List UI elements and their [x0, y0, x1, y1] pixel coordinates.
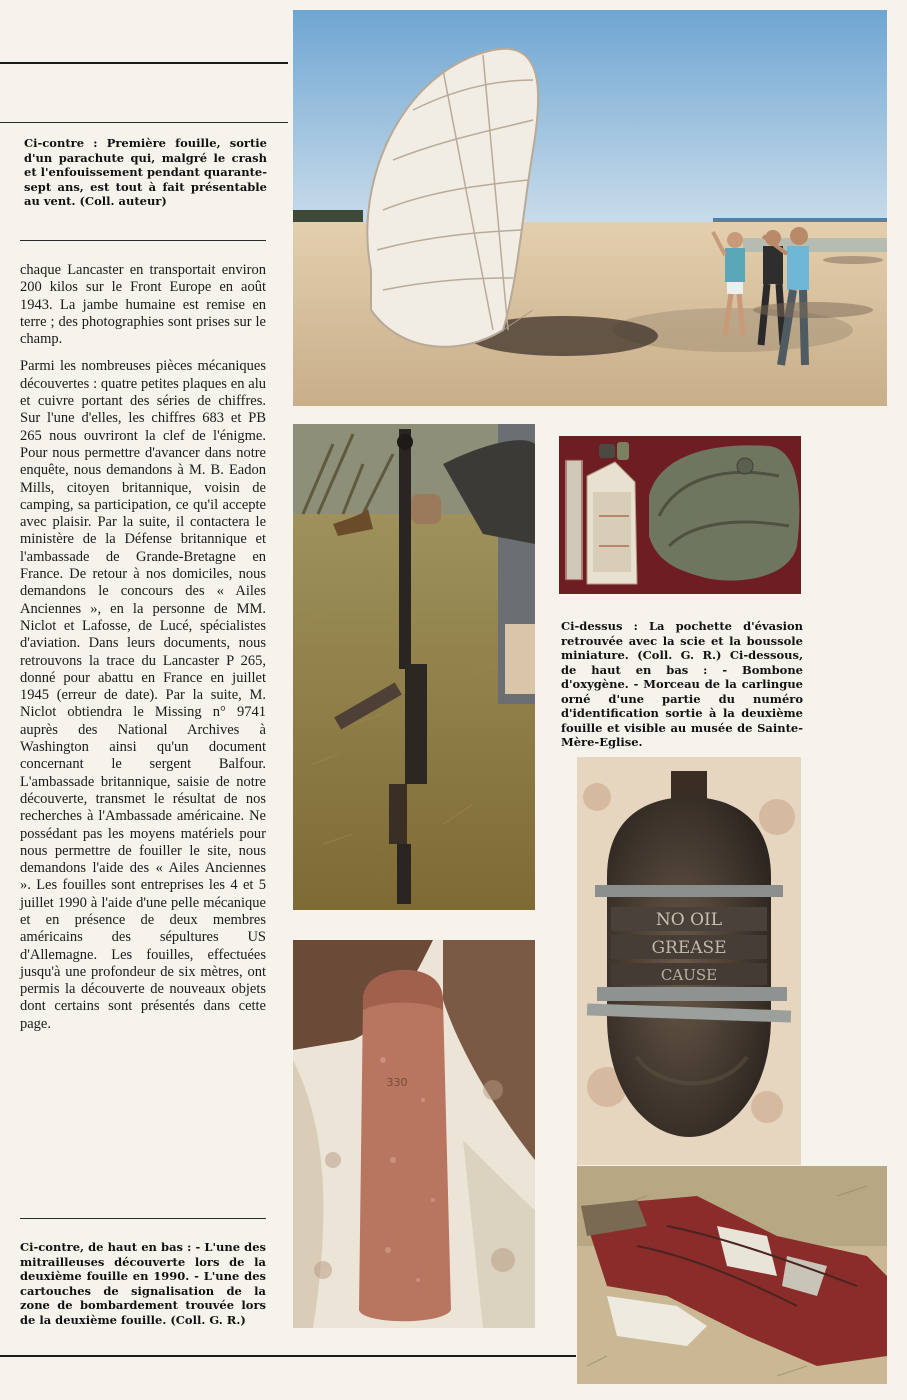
caption-machinegun-cartridge: Ci-contre, de haut en bas : - L'une des mitrailleuses découverte lors de la deuxième fouille en 1990. - L'une des cartouches de signalisation de la zone de bombardement trouvée lors de la deuxième fouille. (Coll. G. R.) — [20, 1240, 266, 1327]
escape-kit-photo — [559, 436, 801, 594]
caption-escape-oxygen: Ci-dessus : La pochette d'évasion retrouvée avec la scie et la boussole miniature. (Coll. G. R.) Ci-dessous, de haut en bas : - Bombone d'oxygène. - Morceau de la carlingue orné d'une partie du numéro d'identification sortie à la deuxième fouille et visible au musée de Sainte-Mère-Eglise. — [561, 619, 803, 749]
parachute-photo — [293, 10, 887, 406]
top-rule-2 — [0, 122, 288, 123]
oxygen-band-3: CAUSE — [660, 966, 718, 984]
fuselage-fragment-photo — [577, 1166, 887, 1384]
oxygen-bottle-photo — [577, 757, 801, 1165]
caption-parachute: Ci-contre : Première fouille, sortie d'un parachute qui, malgré le crash et l'enfouissement pendant quarante-sept ans, est tout à fait présentable au vent. (Coll. auteur) — [24, 136, 267, 208]
bottom-rule — [0, 1355, 576, 1357]
caption-divider — [20, 240, 266, 241]
machine-gun-photo — [293, 424, 535, 910]
oxygen-band-2: GREASE — [651, 938, 727, 958]
bottom-caption-divider — [20, 1218, 266, 1219]
cartridge-photo — [293, 940, 535, 1328]
oxygen-band-1: NO OIL — [655, 910, 723, 930]
article-paragraph-2: Parmi les nombreuses pièces mécaniques découvertes : quatre petites plaques en alu et cuivre portant des séries de chiffres. Sur l'une d'elles, les chiffres 683 et PB 265 nous ouvriront la clef de l'énigme. Pour nous permettre d'avancer dans notre enquête, nous demandons à M. B. Eadon Mills, citoyen britannique, voisin de camping, sa participation, ce qu'il accepte avec plaisir. Par la suite, il contactera le ministère de la Défense britannique et l'ambassade de Grande-Bretagne en France. De retour à nos domiciles, nous demandons le concours des « Ailes Anciennes », en la personne de MM. Niclot et Lafosse, de Lucé, spécialistes d'aviation. Dans leurs documents, nous retrouvons la trace du Lancaster P 265, donné pour abattu en France en juillet 1945 (erreur de date). Par la suite, M. Niclot obtiendra le Missing n° 9741 auprès des National Archives à Washington ainsi qu'un document concernant le sergent Balfour. L'ambassade britannique, saisie de notre découverte, transmet le résultat de nos recherches à l'Ambassade américaine. Ne possédant pas les moyens matériels pour nous permettre de fouiller le site, nous demandons l'aide des « Ailes Anciennes ». Les fouilles sont entreprises les 4 et 5 juillet 1990 à l'aide d'une pelle mécanique et en présence de deux membres américains des sépultures US d'Allemagne. Les fouilles, effectuées jusqu'à une profondeur de six mètres, ont permis la découverte de nouveaux objets dont certains sont présentés dans cette page. — [20, 358, 266, 1032]
article-body — [20, 262, 266, 1043]
cartridge-mark: 330 — [386, 1076, 408, 1089]
article-paragraph-1: chaque Lancaster en transportait environ 200 kilos sur le Front Europe en août 1943. La jambe humaine est remise en terre ; des photographies sont prises sur le champ. — [20, 262, 266, 348]
top-rule — [0, 62, 288, 64]
